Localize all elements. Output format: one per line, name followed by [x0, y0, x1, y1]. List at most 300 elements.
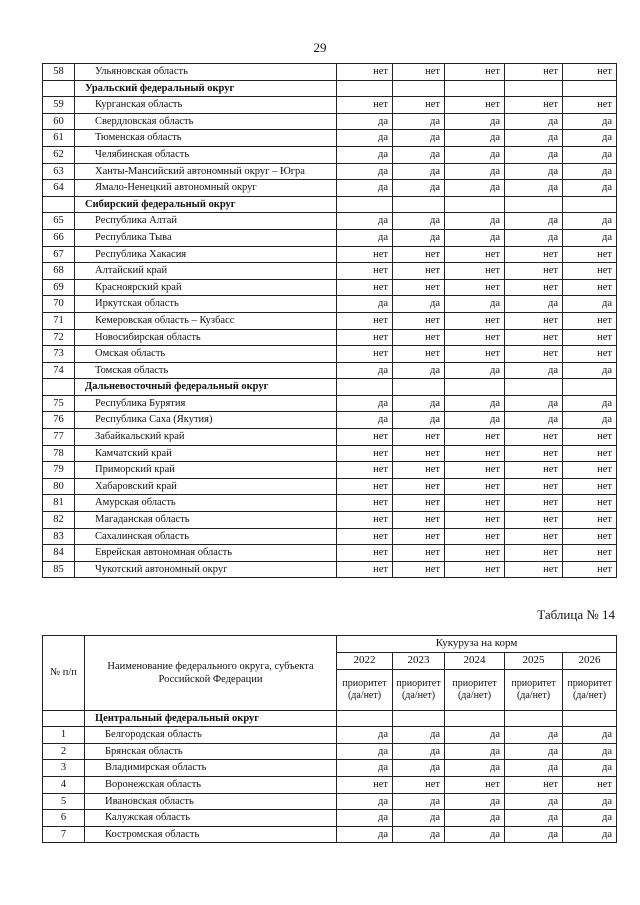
region-name: Свердловская область [75, 113, 337, 130]
priority-value: нет [445, 462, 505, 479]
row-number: 83 [43, 528, 75, 545]
value-cell [563, 379, 617, 396]
priority-value: да [505, 810, 563, 827]
priority-value: нет [445, 512, 505, 529]
priority-value: нет [337, 346, 393, 363]
region-name: Курганская область [75, 97, 337, 114]
priority-value: нет [505, 429, 563, 446]
priority-value: нет [393, 512, 445, 529]
priority-value: да [445, 362, 505, 379]
priority-value: да [505, 146, 563, 163]
table-row [43, 512, 617, 529]
priority-value: нет [393, 429, 445, 446]
district-name: Дальневосточный федеральный округ [75, 379, 337, 396]
row-number: 82 [43, 512, 75, 529]
row-number: 65 [43, 213, 75, 230]
priority-value: да [445, 395, 505, 412]
row-number: 75 [43, 395, 75, 412]
priority-value: да [337, 146, 393, 163]
priority-value: да [445, 760, 505, 777]
priority-value: да [505, 727, 563, 744]
row-number: 76 [43, 412, 75, 429]
priority-value: да [505, 826, 563, 843]
priority-value: да [393, 163, 445, 180]
priority-value: да [337, 395, 393, 412]
priority-value: нет [393, 462, 445, 479]
priority-value: да [337, 412, 393, 429]
table-row [43, 263, 617, 280]
row-number: 74 [43, 362, 75, 379]
priority-value: нет [563, 445, 617, 462]
region-name: Республика Хакасия [75, 246, 337, 263]
table-row [43, 478, 617, 495]
value-cell [393, 379, 445, 396]
priority-value: да [337, 826, 393, 843]
priority-value: нет [337, 561, 393, 578]
table-row [43, 346, 617, 363]
priority-value: да [563, 146, 617, 163]
header-year: 2026 [563, 652, 617, 669]
row-number: 72 [43, 329, 75, 346]
row-number: 7 [43, 826, 85, 843]
priority-value: да [337, 163, 393, 180]
priority-value: нет [505, 64, 563, 81]
priority-value: да [445, 793, 505, 810]
priority-value: да [445, 810, 505, 827]
priority-value: нет [505, 512, 563, 529]
priority-value: нет [505, 528, 563, 545]
priority-value: да [505, 395, 563, 412]
region-name: Чукотский автономный округ [75, 561, 337, 578]
header-priority: приоритет (да/нет) [563, 669, 617, 710]
table-row [43, 113, 617, 130]
priority-value: нет [337, 478, 393, 495]
priority-value: да [505, 113, 563, 130]
priority-value: нет [563, 312, 617, 329]
priority-value: нет [445, 478, 505, 495]
priority-value: да [337, 727, 393, 744]
table-caption: Таблица № 14 [537, 607, 615, 622]
priority-value: да [563, 810, 617, 827]
priority-value: нет [445, 279, 505, 296]
header-priority: приоритет (да/нет) [393, 669, 445, 710]
priority-value: да [393, 229, 445, 246]
value-cell [445, 80, 505, 97]
priority-value: да [393, 113, 445, 130]
priority-value: нет [445, 561, 505, 578]
region-name: Владимирская область [85, 760, 337, 777]
priority-value: нет [393, 545, 445, 562]
priority-value: нет [337, 512, 393, 529]
priority-value: да [445, 163, 505, 180]
value-cell [505, 80, 563, 97]
priority-value: нет [445, 346, 505, 363]
priority-value: нет [337, 462, 393, 479]
priority-value: нет [563, 462, 617, 479]
priority-value: нет [393, 279, 445, 296]
table-row [43, 296, 617, 313]
row-number: 61 [43, 130, 75, 147]
table-row [43, 64, 617, 81]
region-name: Костромская область [85, 826, 337, 843]
priority-value: да [393, 826, 445, 843]
table-row [43, 146, 617, 163]
region-name: Томская область [75, 362, 337, 379]
lower-table-body [43, 710, 617, 843]
priority-value: нет [445, 429, 505, 446]
table-row [43, 213, 617, 230]
header-num: № п/п [43, 636, 85, 711]
priority-value: да [563, 412, 617, 429]
priority-value: да [337, 296, 393, 313]
row-number-cell [43, 379, 75, 396]
priority-value: нет [505, 478, 563, 495]
priority-value: нет [505, 561, 563, 578]
header-year: 2023 [393, 652, 445, 669]
priority-value: да [563, 760, 617, 777]
priority-value: нет [393, 246, 445, 263]
value-cell [445, 710, 505, 727]
table-row [43, 429, 617, 446]
region-name: Ульяновская область [75, 64, 337, 81]
district-name: Сибирский федеральный округ [75, 196, 337, 213]
priority-value: нет [563, 64, 617, 81]
region-name: Кемеровская область – Кузбасс [75, 312, 337, 329]
priority-value: нет [337, 776, 393, 793]
table-row [43, 163, 617, 180]
row-number: 67 [43, 246, 75, 263]
region-name: Хабаровский край [75, 478, 337, 495]
priority-value: нет [505, 462, 563, 479]
priority-value: нет [505, 545, 563, 562]
priority-value: нет [445, 528, 505, 545]
priority-value: нет [393, 97, 445, 114]
row-number: 1 [43, 727, 85, 744]
priority-value: да [445, 180, 505, 197]
priority-value: нет [563, 346, 617, 363]
value-cell [337, 379, 393, 396]
priority-value: нет [505, 329, 563, 346]
priority-value: нет [337, 528, 393, 545]
value-cell [505, 196, 563, 213]
priority-value: нет [563, 776, 617, 793]
priority-value: да [445, 146, 505, 163]
region-name: Тюменская область [75, 130, 337, 147]
priority-value: да [563, 113, 617, 130]
priority-value: да [505, 743, 563, 760]
table-row [43, 561, 617, 578]
priority-value: да [445, 826, 505, 843]
priority-value: да [505, 296, 563, 313]
table-row [43, 229, 617, 246]
priority-value: да [393, 146, 445, 163]
region-name: Ханты-Мансийский автономный округ – Югра [75, 163, 337, 180]
priority-table-14 [42, 635, 617, 843]
priority-value: нет [505, 776, 563, 793]
header-year: 2024 [445, 652, 505, 669]
priority-value: да [563, 362, 617, 379]
priority-value: да [337, 130, 393, 147]
priority-value: нет [563, 263, 617, 280]
priority-value: да [337, 743, 393, 760]
row-number: 4 [43, 776, 85, 793]
row-number: 59 [43, 97, 75, 114]
district-name: Центральный федеральный округ [85, 710, 337, 727]
header-name: Наименование федерального округа, субъекта Российской Федерации [85, 636, 337, 711]
row-number: 85 [43, 561, 75, 578]
priority-value: нет [445, 246, 505, 263]
region-name: Сахалинская область [75, 528, 337, 545]
row-number: 63 [43, 163, 75, 180]
row-number: 60 [43, 113, 75, 130]
priority-value: нет [563, 561, 617, 578]
row-number: 64 [43, 180, 75, 197]
priority-value: нет [445, 445, 505, 462]
table-row [43, 412, 617, 429]
priority-value: да [337, 810, 393, 827]
row-number: 6 [43, 810, 85, 827]
table-row [43, 180, 617, 197]
priority-value: нет [563, 512, 617, 529]
table-row [43, 743, 617, 760]
priority-value: нет [393, 776, 445, 793]
table-row [43, 776, 617, 793]
table-row [43, 246, 617, 263]
priority-value: да [337, 180, 393, 197]
priority-value: да [337, 760, 393, 777]
priority-value: нет [337, 445, 393, 462]
table-row [43, 545, 617, 562]
table-row [43, 810, 617, 827]
district-name: Уральский федеральный округ [75, 80, 337, 97]
row-number: 58 [43, 64, 75, 81]
priority-value: нет [445, 64, 505, 81]
row-number: 77 [43, 429, 75, 446]
row-number: 84 [43, 545, 75, 562]
priority-value: нет [563, 329, 617, 346]
priority-value: да [563, 793, 617, 810]
district-row [43, 379, 617, 396]
row-number: 68 [43, 263, 75, 280]
priority-value: да [563, 826, 617, 843]
priority-value: нет [563, 246, 617, 263]
priority-value: да [445, 213, 505, 230]
table-row [43, 395, 617, 412]
priority-value: да [393, 362, 445, 379]
table-row [43, 445, 617, 462]
priority-value: нет [337, 329, 393, 346]
priority-value: да [505, 163, 563, 180]
row-number: 71 [43, 312, 75, 329]
header-priority: приоритет (да/нет) [337, 669, 393, 710]
district-row [43, 80, 617, 97]
priority-value: да [393, 412, 445, 429]
region-name: Республика Бурятия [75, 395, 337, 412]
value-cell [393, 196, 445, 213]
priority-value: нет [563, 279, 617, 296]
priority-table-continued [42, 63, 617, 578]
value-cell [505, 710, 563, 727]
region-name: Белгородская область [85, 727, 337, 744]
priority-value: да [505, 362, 563, 379]
row-number: 80 [43, 478, 75, 495]
table-row [43, 462, 617, 479]
priority-value: да [337, 229, 393, 246]
row-number: 62 [43, 146, 75, 163]
row-number: 69 [43, 279, 75, 296]
page-number: 29 [313, 40, 327, 55]
region-name: Амурская область [75, 495, 337, 512]
table-row [43, 312, 617, 329]
region-name: Новосибирская область [75, 329, 337, 346]
value-cell [563, 196, 617, 213]
priority-value: да [393, 213, 445, 230]
priority-value: да [505, 760, 563, 777]
priority-value: да [445, 229, 505, 246]
priority-value: да [393, 296, 445, 313]
priority-value: нет [445, 495, 505, 512]
priority-value: да [337, 362, 393, 379]
row-number-cell [43, 80, 75, 97]
table-row [43, 362, 617, 379]
row-number: 70 [43, 296, 75, 313]
row-number: 66 [43, 229, 75, 246]
priority-value: нет [563, 495, 617, 512]
upper-table-body [43, 64, 617, 578]
priority-value: да [563, 395, 617, 412]
region-name: Республика Алтай [75, 213, 337, 230]
priority-value: нет [505, 246, 563, 263]
region-name: Забайкальский край [75, 429, 337, 446]
table-row [43, 130, 617, 147]
table-row [43, 97, 617, 114]
priority-value: нет [337, 495, 393, 512]
priority-value: нет [505, 312, 563, 329]
region-name: Воронежская область [85, 776, 337, 793]
region-name: Челябинская область [75, 146, 337, 163]
table-row [43, 495, 617, 512]
region-name: Республика Саха (Якутия) [75, 412, 337, 429]
priority-value: да [393, 130, 445, 147]
row-number: 81 [43, 495, 75, 512]
priority-value: нет [393, 329, 445, 346]
value-cell [337, 710, 393, 727]
priority-value: нет [337, 97, 393, 114]
table-header [43, 636, 617, 711]
table-row [43, 760, 617, 777]
priority-value: нет [505, 445, 563, 462]
table-row [43, 826, 617, 843]
priority-value: нет [563, 545, 617, 562]
priority-value: да [393, 727, 445, 744]
region-name: Иркутская область [75, 296, 337, 313]
priority-value: да [563, 743, 617, 760]
priority-value: да [563, 163, 617, 180]
priority-value: нет [393, 346, 445, 363]
priority-value: нет [445, 263, 505, 280]
priority-value: да [505, 229, 563, 246]
priority-value: да [393, 743, 445, 760]
priority-value: нет [445, 312, 505, 329]
value-cell [337, 196, 393, 213]
row-number: 5 [43, 793, 85, 810]
row-number: 78 [43, 445, 75, 462]
priority-value: да [445, 296, 505, 313]
header-priority: приоритет (да/нет) [445, 669, 505, 710]
priority-value: да [393, 395, 445, 412]
priority-value: да [563, 213, 617, 230]
priority-value: нет [505, 495, 563, 512]
priority-value: да [445, 412, 505, 429]
value-cell [445, 196, 505, 213]
header-year: 2025 [505, 652, 563, 669]
value-cell [393, 710, 445, 727]
priority-value: нет [563, 478, 617, 495]
priority-value: да [505, 180, 563, 197]
region-name: Калужская область [85, 810, 337, 827]
priority-value: нет [563, 97, 617, 114]
region-name: Омская область [75, 346, 337, 363]
priority-value: нет [337, 64, 393, 81]
priority-value: нет [393, 263, 445, 280]
table-row [43, 528, 617, 545]
value-cell [563, 80, 617, 97]
region-name: Брянская область [85, 743, 337, 760]
priority-value: да [563, 180, 617, 197]
priority-value: нет [393, 478, 445, 495]
region-name: Магаданская область [75, 512, 337, 529]
value-cell [337, 80, 393, 97]
region-name: Алтайский край [75, 263, 337, 280]
priority-value: нет [445, 545, 505, 562]
priority-value: да [393, 793, 445, 810]
priority-value: нет [393, 312, 445, 329]
region-name: Камчатский край [75, 445, 337, 462]
row-number: 73 [43, 346, 75, 363]
priority-value: нет [505, 263, 563, 280]
row-number-cell [43, 196, 75, 213]
priority-value: да [505, 130, 563, 147]
region-name: Приморский край [75, 462, 337, 479]
row-number: 3 [43, 760, 85, 777]
priority-value: да [337, 113, 393, 130]
priority-value: да [337, 793, 393, 810]
value-cell [563, 710, 617, 727]
priority-value: нет [337, 263, 393, 280]
priority-value: нет [445, 97, 505, 114]
region-name: Ямало-Ненецкий автономный округ [75, 180, 337, 197]
table-row [43, 279, 617, 296]
priority-value: да [563, 130, 617, 147]
priority-value: да [563, 296, 617, 313]
header-priority: приоритет (да/нет) [505, 669, 563, 710]
table-row [43, 727, 617, 744]
priority-value: нет [393, 528, 445, 545]
priority-value: нет [337, 312, 393, 329]
priority-value: да [393, 180, 445, 197]
priority-value: нет [337, 279, 393, 296]
priority-value: нет [505, 346, 563, 363]
region-name: Ивановская область [85, 793, 337, 810]
row-number: 2 [43, 743, 85, 760]
district-row [43, 196, 617, 213]
region-name: Республика Тыва [75, 229, 337, 246]
row-number-cell [43, 710, 85, 727]
priority-value: нет [505, 279, 563, 296]
priority-value: да [337, 213, 393, 230]
priority-value: да [393, 760, 445, 777]
priority-value: нет [337, 429, 393, 446]
